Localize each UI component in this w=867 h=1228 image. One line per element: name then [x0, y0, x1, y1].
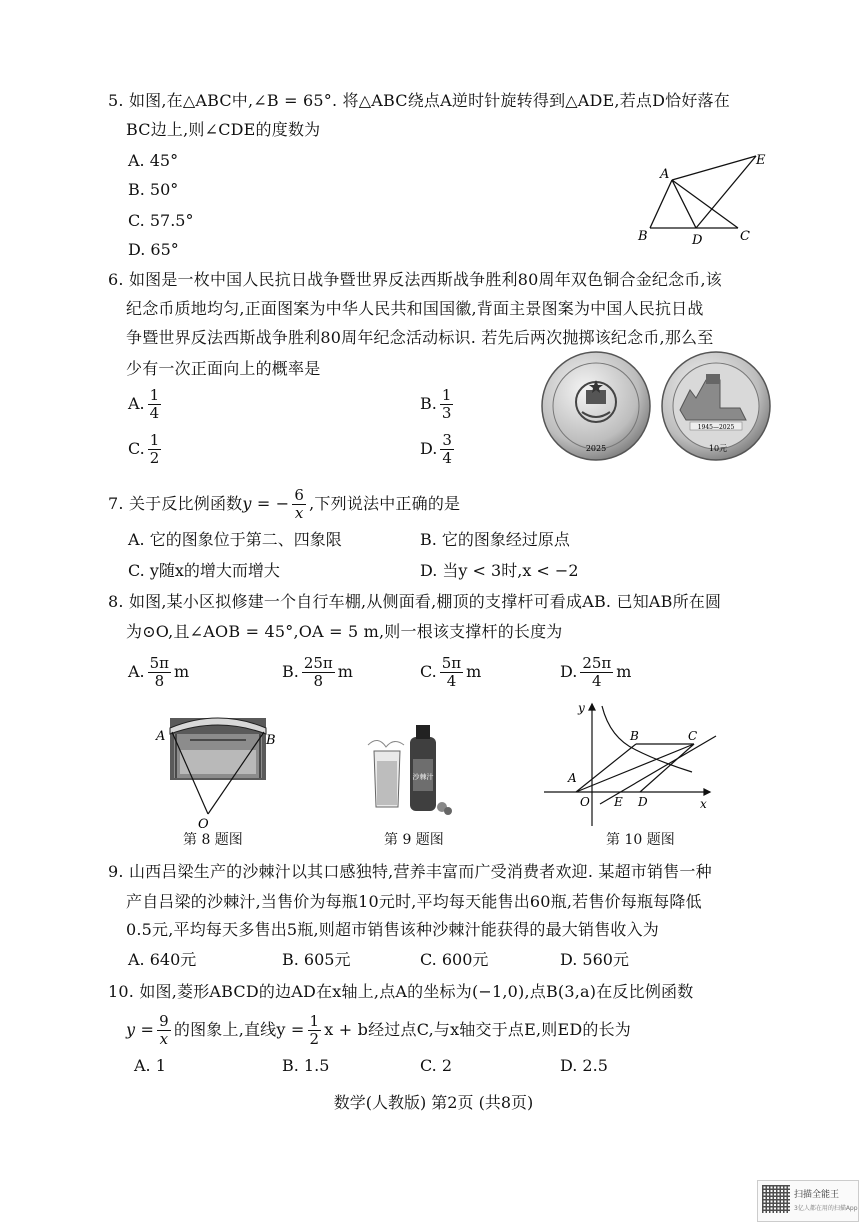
- q10-l2-post: x + b经过点C,与x轴交于点E,则ED的长为: [324, 1020, 631, 1039]
- q9-option-d: D. 560元: [560, 950, 629, 969]
- fig10-label-d: D: [638, 795, 648, 809]
- q10-frac1-num: 9: [159, 1012, 169, 1030]
- q5-stem-line1: 5. 如图,在△ABC中,∠B = 65°. 将△ABC绕点A逆时针旋转得到△ADE,若点D恰好落在: [108, 91, 730, 110]
- fig9-caption: 第 9 题图: [384, 832, 444, 848]
- q8-option-b: [282, 656, 353, 689]
- q5-option-b: B. 50°: [128, 180, 179, 199]
- q6-option-c-den: 2: [149, 449, 160, 467]
- coin-front: [542, 352, 650, 460]
- q10-option-b: B. 1.5: [282, 1056, 330, 1075]
- scanner-brand: 扫描全能王: [794, 1190, 840, 1200]
- q9-stem-line1: 9. 山西吕梁生产的沙棘汁以其口感独特,营养丰富而广受消费者欢迎. 某超市销售一种: [108, 862, 712, 881]
- q8-option-d-unit: m: [616, 662, 632, 681]
- q8-option-c-den: 4: [446, 672, 457, 690]
- q8-option-c-label: C.: [420, 662, 437, 681]
- q7-stem: [108, 488, 460, 521]
- q6-stem-line4: 少有一次正面向上的概率是: [126, 359, 321, 378]
- q10-stem-line2: [126, 1014, 631, 1047]
- q6-option-b: [420, 388, 456, 421]
- q8-option-a-unit: m: [174, 662, 190, 681]
- q8-stem-line1: 8. 如图,某小区拟修建一个自行车棚,从侧面看,棚顶的支撑杆可看成AB. 已知AB所在圆: [108, 592, 722, 611]
- q10-frac1-den: x: [159, 1030, 169, 1048]
- fig10-label-c: C: [688, 729, 698, 743]
- q6-option-b-num: 1: [441, 386, 452, 404]
- fig10-label-o: O: [580, 795, 590, 809]
- fig8-bike-shed: [150, 710, 290, 830]
- q6-option-a-label: A.: [128, 394, 145, 413]
- q6-option-c-label: C.: [128, 439, 145, 458]
- q8-option-a-label: A.: [128, 662, 145, 681]
- fig8-label-a: A: [156, 729, 166, 744]
- fig10-side-cd: [640, 744, 694, 792]
- q9-stem-line2: 产自吕梁的沙棘汁,当售价为每瓶10元时,平均每天能售出60瓶,若售价每瓶每降低: [126, 892, 702, 911]
- q8-option-c-unit: m: [466, 662, 482, 681]
- q10-l2-mid: 的图象上,直线y =: [173, 1020, 305, 1039]
- q6-option-d: [420, 433, 457, 466]
- q6-option-a-den: 4: [149, 404, 160, 422]
- q7-option-c: C. y随x的增大而增大: [128, 561, 280, 580]
- fig10-line-ce: [600, 736, 716, 804]
- scanner-watermark: [757, 1180, 859, 1222]
- coin-back-years: 1945—2025: [697, 424, 735, 431]
- q6-option-c-num: 1: [149, 431, 160, 449]
- q6-stem-line3: 争暨世界反法西斯战争胜利80周年纪念活动标识. 若先后两次抛掷该纪念币,那么至: [126, 328, 714, 347]
- q6-stem-line2: 纪念币质地均匀,正面图案为中华人民共和国国徽,背面主景图案为中国人民抗日战: [126, 299, 704, 318]
- q10-stem-line1: 10. 如图,菱形ABCD的边AD在x轴上,点A的坐标为(−1,0),点B(3,a)在反比例函数: [108, 982, 694, 1001]
- q8-option-a: [128, 656, 189, 689]
- coin-back-value: 10元: [708, 444, 728, 453]
- fig10-hyperbola: [602, 706, 692, 772]
- q7-option-b: B. 它的图象经过原点: [420, 530, 570, 549]
- q6-coin-images: [540, 350, 780, 462]
- q5-triangle-figure: [630, 148, 780, 248]
- coin-back: [662, 352, 770, 460]
- q10-option-d: D. 2.5: [560, 1056, 608, 1075]
- q8-option-d-num: 25π: [582, 654, 612, 672]
- coin-front-year: 2025: [585, 444, 607, 453]
- fig10-label-y: y: [578, 701, 585, 715]
- fig10-label-a: A: [568, 771, 577, 785]
- q9-option-c: C. 600元: [420, 950, 489, 969]
- fig10-label-x: x: [700, 797, 707, 811]
- q5-option-d: D. 65°: [128, 240, 179, 259]
- q8-option-c: [420, 656, 481, 689]
- q5-option-a: A. 45°: [128, 151, 179, 170]
- q10-frac2-num: 1: [309, 1012, 320, 1030]
- q9-stem-line3: 0.5元,平均每天多售出5瓶,则超市销售该种沙棘汁能获得的最大销售收入为: [126, 920, 659, 939]
- fig10-label-e: E: [614, 795, 623, 809]
- q5-label-b: B: [638, 229, 648, 244]
- q5-option-c: C. 57.5°: [128, 211, 194, 230]
- q6-option-d-label: D.: [420, 439, 438, 458]
- q8-option-a-num: 5π: [149, 654, 170, 672]
- q6-option-b-den: 3: [441, 404, 452, 422]
- fig10-label-b: B: [630, 729, 639, 743]
- q7-frac-num: 6: [294, 486, 305, 504]
- qr-code-icon: [762, 1185, 790, 1213]
- q8-option-d-den: 4: [592, 672, 602, 690]
- q9-option-a: A. 640元: [128, 950, 197, 969]
- q7-frac-den: x: [294, 504, 304, 522]
- q6-option-a: [128, 388, 164, 421]
- q8-option-a-den: 8: [154, 672, 165, 690]
- fig9-juice-photo: [360, 715, 460, 825]
- scanner-subtitle: 3亿人都在用的扫描App: [794, 1205, 858, 1212]
- q7-option-a: A. 它的图象位于第二、四象限: [128, 530, 342, 549]
- q5-stem-line2: BC边上,则∠CDE的度数为: [126, 120, 321, 139]
- q6-option-a-num: 1: [149, 386, 160, 404]
- fig9-bottle-label: 沙棘汁: [412, 773, 434, 781]
- q7-stem-y: y = −: [242, 494, 290, 513]
- q8-option-c-num: 5π: [441, 654, 462, 672]
- q9-option-b: B. 605元: [282, 950, 351, 969]
- fig8-label-b: B: [266, 733, 276, 748]
- q7-option-d: D. 当y < 3时,x < −2: [420, 561, 579, 580]
- q10-frac2-den: 2: [309, 1030, 320, 1048]
- q8-stem-line2: 为⊙O,且∠AOB = 45°,OA = 5 m,则一根该支撑杆的长度为: [126, 622, 563, 641]
- fig10-diagonal: [576, 744, 694, 792]
- q5-label-c: C: [740, 229, 750, 244]
- q6-option-d-num: 3: [442, 431, 452, 449]
- q8-option-b-label: B.: [282, 662, 299, 681]
- q6-option-c: [128, 433, 164, 466]
- q8-option-b-num: 25π: [303, 654, 333, 672]
- q6-option-b-label: B.: [420, 394, 437, 413]
- q6-stem-line1: 6. 如图是一枚中国人民抗日战争暨世界反法西斯战争胜利80周年双色铜合金纪念币,该: [108, 270, 722, 289]
- q8-option-d: [560, 656, 631, 689]
- q5-label-d: D: [692, 233, 703, 248]
- fig8-label-o: O: [198, 817, 209, 830]
- q6-option-d-den: 4: [442, 449, 452, 467]
- fig10-side-ab: [576, 744, 636, 792]
- q5-label-a: A: [660, 167, 670, 182]
- q7-stem-pre: 7. 关于反比例函数: [108, 494, 243, 513]
- fig8-caption: 第 8 题图: [183, 832, 243, 848]
- q8-option-b-unit: m: [337, 662, 353, 681]
- q10-l2-y: y =: [126, 1020, 155, 1039]
- page-footer: 数学(人教版) 第2页 (共8页): [333, 1093, 534, 1112]
- q8-option-d-label: D.: [560, 662, 578, 681]
- q8-option-b-den: 8: [313, 672, 324, 690]
- fig10-graph: [540, 698, 720, 830]
- fig10-caption: 第 10 题图: [606, 832, 675, 848]
- q10-option-a: A. 1: [134, 1056, 166, 1075]
- q7-stem-post: ,下列说法中正确的是: [309, 494, 461, 513]
- q10-option-c: C. 2: [420, 1056, 453, 1075]
- q5-label-e: E: [756, 153, 766, 168]
